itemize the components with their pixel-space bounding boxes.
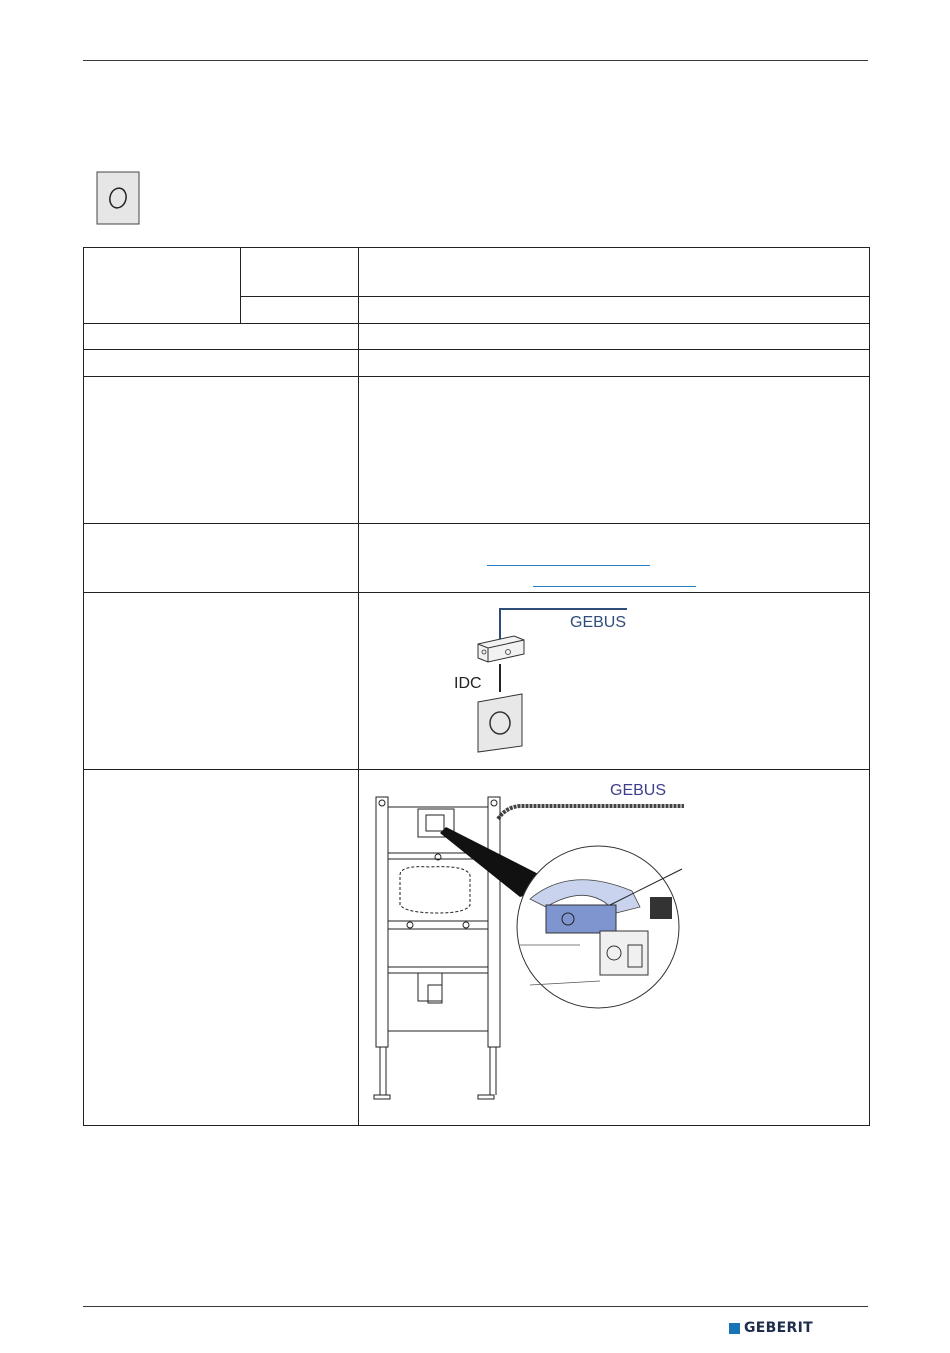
footer-rule [83, 1306, 868, 1307]
gebus-label: GEBUS [610, 782, 667, 799]
flush-plate-icon [478, 694, 522, 752]
spec-cell [84, 350, 359, 377]
detail-magnifier [517, 846, 682, 1008]
spec-cell [359, 350, 870, 377]
flush-plate-icon [96, 171, 140, 225]
installation-diagram [370, 795, 700, 1105]
installation-frame [374, 797, 500, 1099]
documentation-links-cell [359, 524, 870, 593]
gebus-label: GEBUS [570, 614, 627, 631]
idc-label: IDC [454, 675, 482, 692]
spec-cell [359, 377, 870, 524]
spec-cell [84, 593, 359, 770]
spec-cell [84, 770, 359, 1126]
documentation-link[interactable] [487, 565, 650, 566]
spec-cell [84, 377, 359, 524]
spec-cell [241, 248, 359, 297]
control-module-icon [478, 636, 524, 662]
spec-cell [84, 524, 359, 593]
spec-cell [84, 324, 359, 350]
documentation-link[interactable] [533, 586, 696, 587]
spec-cell [359, 297, 870, 324]
spec-cell [359, 324, 870, 350]
spec-cell [359, 248, 870, 297]
logo-square-icon [729, 1323, 740, 1334]
spec-cell [84, 248, 241, 324]
header-rule [83, 60, 868, 61]
spec-cell [241, 297, 359, 324]
brand-logo [729, 1320, 813, 1336]
brand-name: GEBERIT [744, 1320, 813, 1336]
